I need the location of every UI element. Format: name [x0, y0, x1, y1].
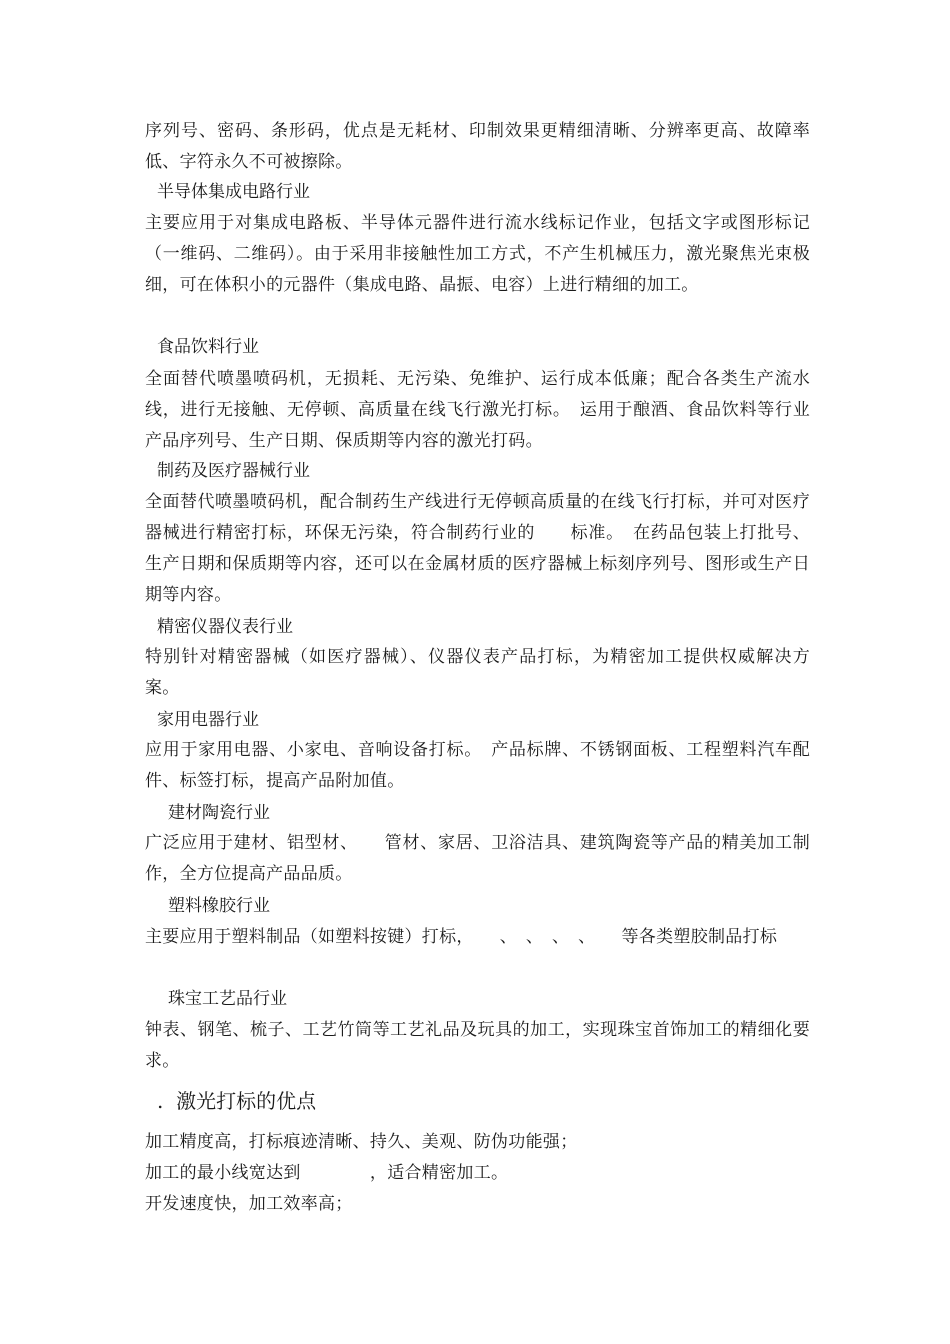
paragraph-advantage-precision: 加工精度高，打标痕迹清晰、持久、美观、防伪功能强；	[145, 1132, 578, 1152]
heading-precision-instruments: 精密仪器仪表行业	[157, 617, 293, 637]
paragraph-food-beverage: 全面替代喷墨喷码机，无损耗、无污染、免维护、运行成本低廉；配合各类生产流水线，进行无接触、无停顿、高质量在线飞行激光打标。 运用于酿酒、食品饮料等行业产品序列号、生产日期、保质期等内容的激光打码。	[145, 369, 810, 451]
section-heading-advantages: . 激光打标的优点	[157, 1089, 317, 1113]
paragraph-home-appliances: 应用于家用电器、小家电、音响设备打标。 产品标牌、不锈钢面板、工程塑料汽车配件、标签打标，提高产品附加值。	[145, 740, 810, 791]
heading-plastic-rubber: 塑料橡胶行业	[168, 896, 270, 916]
heading-pharma-medical: 制药及医疗器械行业	[157, 461, 310, 481]
heading-building-ceramics: 建材陶瓷行业	[168, 803, 270, 823]
paragraph-advantage-line-width: 加工的最小线宽达到 ，适合精密加工。	[145, 1163, 509, 1183]
paragraph-building-ceramics: 广泛应用于建材、铝型材、 管材、家居、卫浴洁具、建筑陶瓷等产品的精美加工制作，全方位提高产品品质。	[145, 833, 810, 884]
heading-home-appliances: 家用电器行业	[157, 710, 259, 730]
paragraph-pharma-medical: 全面替代喷墨喷码机，配合制药生产线进行无停顿高质量的在线飞行打标，并可对医疗器械进行精密打标，环保无污染，符合制药行业的 标准。 在药品包装上打批号、生产日期和保质期等内容，还可以在金属材质的医疗器械上标刻序列号、图形或生产日期等内容。	[145, 492, 810, 605]
heading-jewelry-crafts: 珠宝工艺品行业	[168, 989, 287, 1009]
paragraph-advantage-speed: 开发速度快，加工效率高；	[145, 1194, 353, 1214]
heading-food-beverage: 食品饮料行业	[157, 337, 259, 357]
heading-semiconductor: 半导体集成电路行业	[157, 182, 310, 202]
paragraph-precision-instruments: 特别针对精密器械（如医疗器械）、仪器仪表产品打标，为精密加工提供权威解决方案。	[145, 647, 810, 698]
paragraph-jewelry-crafts: 钟表、钢笔、梳子、工艺竹筒等工艺礼品及玩具的加工，实现珠宝首饰加工的精细化要求。	[145, 1020, 810, 1071]
paragraph-intro-tail: 序列号、密码、条形码，优点是无耗材、印制效果更精细清晰、分辨率更高、故障率低、字符永久不可被擦除。	[145, 121, 810, 172]
paragraph-semiconductor: 主要应用于对集成电路板、半导体元器件进行流水线标记作业，包括文字或图形标记（一维码、二维码）。由于采用非接触性加工方式，不产生机械压力，激光聚焦光束极细，可在体积小的元器件（集成电路、晶振、电容）上进行精细的加工。	[145, 213, 810, 295]
paragraph-plastic-rubber: 主要应用于塑料制品（如塑料按键）打标， 、 、 、 、 等各类塑胶制品打标	[145, 927, 778, 947]
